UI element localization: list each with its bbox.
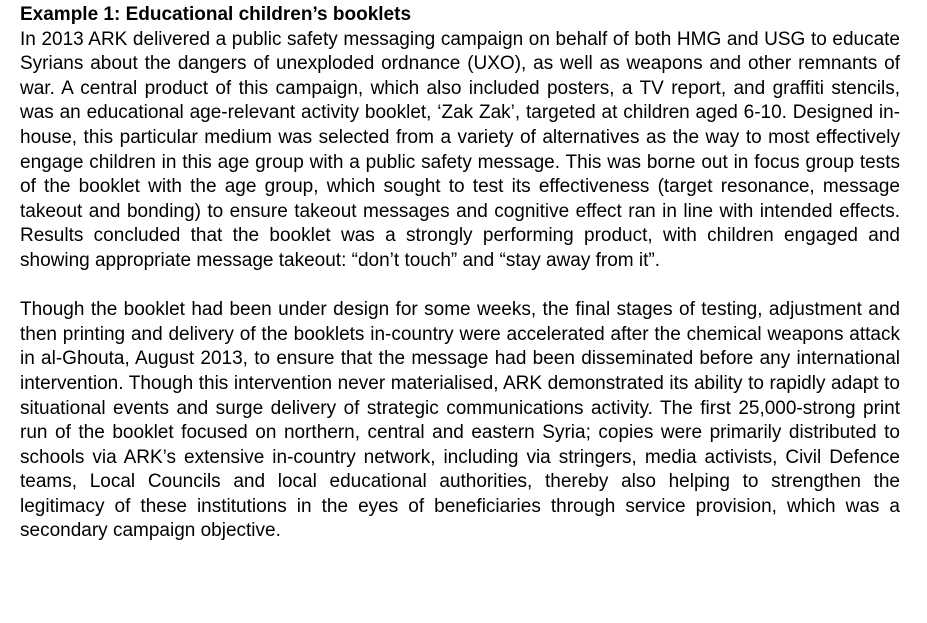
- document-page: [20, 3, 900, 544]
- paragraph-1: In 2013 ARK delivered a public safety messaging campaign on behalf of both HMG and USG to educate Syrians about the dangers of unexploded ordnance (UXO), as well as weapons and other remnants of war. A central product of this campaign, which also included posters, a TV report, and graffiti stencils, was an educational age-relevant activity booklet, ‘Zak Zak’, targeted at children aged 6-10. Designed in-house, this particular medium was selected from a variety of alternatives as the way to most effectively engage children in this age group with a public safety message. This was borne out in focus group tests of the booklet with the age group, which sought to test its effectiveness (target resonance, message takeout and bonding) to ensure takeout messages and cognitive effect ran in line with intended effects. Results concluded that the booklet was a strongly performing product, with children engaged and showing appropriate message takeout: “don’t touch” and “stay away from it”.: [20, 28, 900, 271]
- paragraph-spacer: [20, 274, 900, 299]
- paragraph-2: Though the booklet had been under design for some weeks, the final stages of testing, adjustment and then printing and delivery of the booklets in-country were accelerated after the chemical weapons attack in al-Ghouta, August 2013, to ensure that the message had been disseminated before any international intervention. Though this intervention never materialised, ARK demonstrated its ability to rapidly adapt to situational events and surge delivery of strategic communications activity. The first 25,000-strong print run of the booklet focused on northern, central and eastern Syria; copies were primarily distributed to schools via ARK’s extensive in-country network, including via stringers, media activists, Civil Defence teams, Local Councils and local educational authorities, thereby also helping to strengthen the legitimacy of these institutions in the eyes of beneficiaries through service provision, which was a secondary campaign objective.: [20, 299, 900, 542]
- section-heading: Example 1: Educational children’s booklets: [20, 4, 412, 25]
